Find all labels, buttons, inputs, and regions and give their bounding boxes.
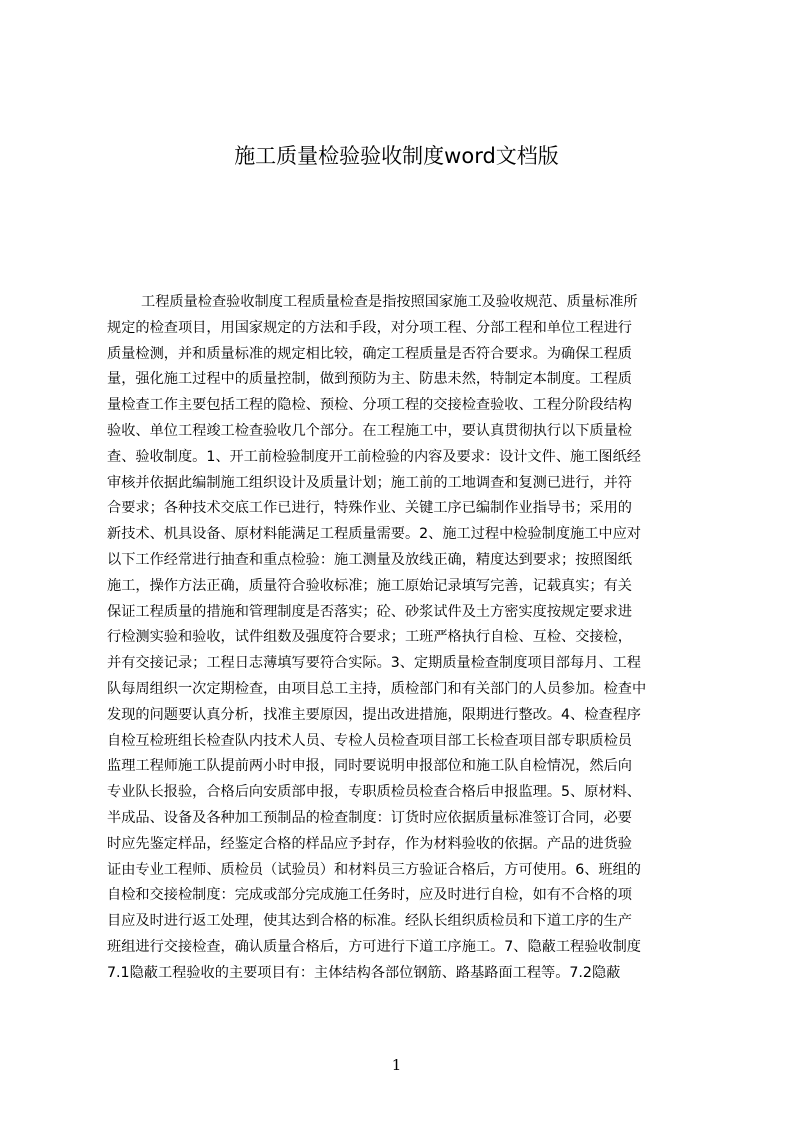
body-line: 班组进行交接检查，确认质量合格后，方可进行下道工序施工。7、隐蔽工程验收制度 bbox=[107, 938, 641, 955]
body-line: 专业队长报验，合格后向安质部申报，专职质检员检查合格后申报监理。5、原材料、 bbox=[107, 784, 641, 801]
body-line: 查、验收制度。1、开工前检验制度开工前检验的内容及要求：设计文件、施工图纸经 bbox=[107, 448, 641, 465]
body-line: 质量检测，并和质量标准的规定相比较，确定工程质量是否符合要求。为确保工程质 bbox=[107, 345, 632, 362]
body-line: 发现的问题要认真分析，找准主要原因，提出改进措施，限期进行整改。4、检查程序 bbox=[107, 706, 641, 723]
body-line: 自检和交接检制度：完成或部分完成施工任务时，应及时进行自检，如有不合格的项 bbox=[107, 887, 632, 904]
body-line: 新技术、机具设备、原材料能满足工程质量需要。2、施工过程中检验制度施工中应对 bbox=[107, 526, 641, 543]
body-line: 行检测实验和验收，试件组数及强度符合要求；工班严格执行自检、互检、交接检， bbox=[107, 629, 632, 646]
body-line: 目应及时进行返工处理，使其达到合格的标准。经队长组织质检员和下道工序的生产 bbox=[107, 913, 632, 930]
body-text bbox=[107, 290, 698, 987]
body-line: 监理工程师施工队提前两小时申报，同时要说明申报部位和施工队自检情况，然后向 bbox=[107, 758, 632, 775]
body-line: 半成品、设备及各种加工预制品的检查制度：订货时应依据质量标准签订合同，必要 bbox=[107, 809, 632, 826]
body-line: 合要求；各种技术交底工作已进行，特殊作业、关键工序已编制作业指导书；采用的 bbox=[107, 500, 632, 517]
body-line: 证由专业工程师、质检员（试验员）和材料员三方验证合格后，方可使用。6、班组的 bbox=[107, 861, 641, 878]
body-line: 量，强化施工过程中的质量控制，做到预防为主、防患未然，特制定本制度。工程质 bbox=[107, 371, 632, 388]
body-line: 施工，操作方法正确，质量符合验收标准；施工原始记录填写完善，记载真实；有关 bbox=[107, 577, 632, 594]
body-line: 时应先鉴定样品，经鉴定合格的样品应予封存，作为材料验收的依据。产品的进货验 bbox=[107, 835, 632, 852]
body-line: 以下工作经常进行抽查和重点检验：施工测量及放线正确，精度达到要求；按照图纸 bbox=[107, 551, 632, 568]
body-line: 自检互检班组长检查队内技术人员、专检人员检查项目部工长检查项目部专职质检员 bbox=[107, 732, 632, 749]
page-number: 1 bbox=[391, 1056, 402, 1074]
body-line: 队每周组织一次定期检查，由项目总工主持，质检部门和有关部门的人员参加。检查中 bbox=[107, 680, 647, 697]
body-line: 规定的检查项目，用国家规定的方法和手段，对分项工程、分部工程和单位工程进行 bbox=[107, 319, 632, 336]
document-title: 施工质量检验验收制度word文档版 bbox=[234, 144, 559, 168]
body-line: 验收、单位工程竣工检查验收几个部分。在工程施工中，要认真贯彻执行以下质量检 bbox=[107, 422, 632, 439]
body-line: 工程质量检查验收制度工程质量检查是指按照国家施工及验收规范、质量标准所 bbox=[141, 294, 638, 310]
body-line: 并有交接记录；工程日志薄填写要符合实际。3、定期质量检查制度项目部每月、工程 bbox=[107, 655, 641, 672]
body-line: 保证工程质量的措施和管理制度是否落实；砼、砂浆试件及土方密实度按规定要求进 bbox=[107, 603, 632, 620]
body-line: 7.1隐蔽工程验收的主要项目有：主体结构各部位钢筋、路基路面工程等。7.2隐蔽 bbox=[107, 964, 621, 981]
body-line: 量检查工作主要包括工程的隐检、预检、分项工程的交接检查验收、工程分阶段结构 bbox=[107, 397, 632, 414]
body-line: 审核并依据此编制施工组织设计及质量计划；施工前的工地调查和复测已进行，并符 bbox=[107, 474, 632, 491]
